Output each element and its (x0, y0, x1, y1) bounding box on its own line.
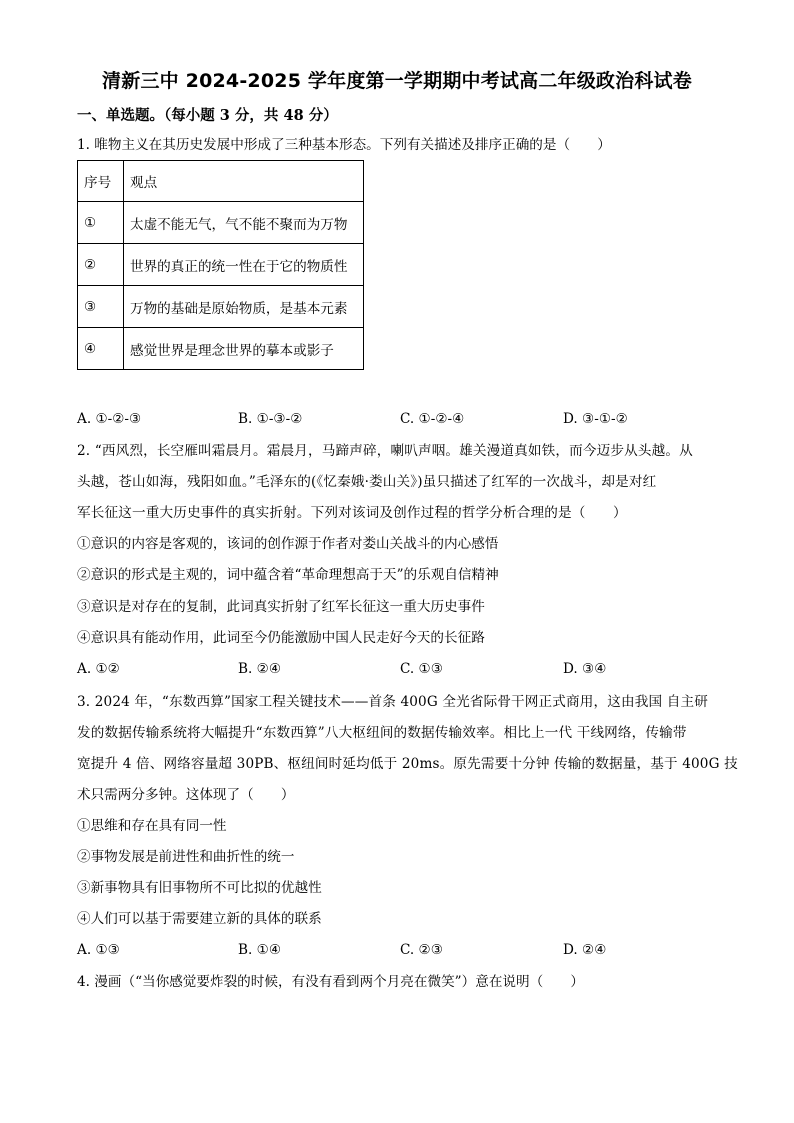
table-cell-index: ① (78, 202, 124, 244)
q3-option-a[interactable]: A. ①③ (77, 942, 120, 958)
exam-title: 清新三中 2024-2025 学年度第一学期期中考试高二年级政治科试卷 (102, 70, 692, 92)
q1-option-a[interactable]: A. ①-②-③ (77, 411, 142, 427)
table-row (78, 244, 364, 286)
q4-stem: 4. 漫画（“当你感觉要炸裂的时候，有没有看到两个月亮在微笑”）意在说明（ ） (77, 974, 584, 990)
table-row (78, 286, 364, 328)
q3-stem-line: 术只需两分多钟。这体现了（ ） (77, 787, 295, 803)
table-cell-index: ② (78, 244, 124, 286)
section-heading: 一、单选题。（每小题 3 分，共 48 分） (77, 107, 338, 124)
table-cell-index: ④ (78, 328, 124, 370)
q1-option-d[interactable]: D. ③-①-② (563, 411, 628, 427)
table-cell-view: 世界的真正的统一性在于它的物质性 (124, 244, 364, 286)
q3-stem-line: 宽提升 4 倍、网络容量超 30PB、枢纽间时延均低于 20ms。原先需要十分钟 传输的数据量，基于 400G 技 (77, 756, 738, 772)
q1-stem: 1. 唯物主义在其历史发展中形成了三种基本形态。下列有关描述及排序正确的是（ ） (77, 137, 611, 153)
q2-stem-line: 2. “西风烈，长空雁叫霜晨月。霜晨月，马蹄声碎，喇叭声咽。雄关漫道真如铁，而今迈步从头越。从 (77, 443, 693, 459)
q3-stem-line: 3. 2024 年，“东数西算”国家工程关键技术——首条 400G 全光省际骨干网正式商用，这由我国 自主研 (77, 694, 708, 710)
q2-option-c[interactable]: C. ①③ (400, 661, 443, 677)
table-header-cell: 序号 (78, 161, 124, 202)
q1-option-c[interactable]: C. ①-②-④ (400, 411, 465, 427)
q2-stem-line: 头越，苍山如海，残阳如血。”毛泽东的(《忆秦娥·娄山关》)虽只描述了红军的一次战斗，却是对红 (77, 474, 657, 490)
q3-option-d[interactable]: D. ②④ (563, 942, 607, 958)
q1-table (77, 160, 364, 370)
table-header-cell: 观点 (124, 161, 364, 202)
table-cell-index: ③ (78, 286, 124, 328)
table-cell-view: 感觉世界是理念世界的摹本或影子 (124, 328, 364, 370)
q3-item: ③新事物具有旧事物所不可比拟的优越性 (77, 880, 322, 896)
table-cell-view: 万物的基础是原始物质，是基本元素 (124, 286, 364, 328)
q3-item: ④人们可以基于需要建立新的具体的联系 (77, 911, 322, 927)
q3-stem-line: 发的数据传输系统将大幅提升“东数西算”八大枢纽间的数据传输效率。相比上一代 干线网络，传输带 (77, 725, 687, 741)
q3-option-c[interactable]: C. ②③ (400, 942, 443, 958)
q2-item: ③意识是对存在的复制，此词真实折射了红军长征这一重大历史事件 (77, 599, 485, 615)
q3-item: ②事物发展是前进性和曲折性的统一 (77, 849, 295, 865)
table-cell-view: 太虚不能无气，气不能不聚而为万物 (124, 202, 364, 244)
q2-item: ④意识具有能动作用，此词至今仍能激励中国人民走好今天的长征路 (77, 630, 485, 646)
table-row (78, 328, 364, 370)
q2-option-d[interactable]: D. ③④ (563, 661, 607, 677)
q2-item: ①意识的内容是客观的，该词的创作源于作者对娄山关战斗的内心感悟 (77, 536, 499, 552)
table-row (78, 202, 364, 244)
q2-item: ②意识的形式是主观的，词中蕴含着“革命理想高于天”的乐观自信精神 (77, 567, 499, 583)
q2-stem-line: 军长征这一重大历史事件的真实折射。下列对该词及创作过程的哲学分析合理的是（ ） (77, 505, 627, 521)
q2-option-b[interactable]: B. ②④ (238, 661, 282, 677)
q3-item: ①思维和存在具有同一性 (77, 818, 227, 834)
q3-option-b[interactable]: B. ①④ (238, 942, 282, 958)
q2-option-a[interactable]: A. ①② (77, 661, 120, 677)
q1-option-b[interactable]: B. ①-③-② (238, 411, 303, 427)
table-header-row (78, 161, 364, 202)
